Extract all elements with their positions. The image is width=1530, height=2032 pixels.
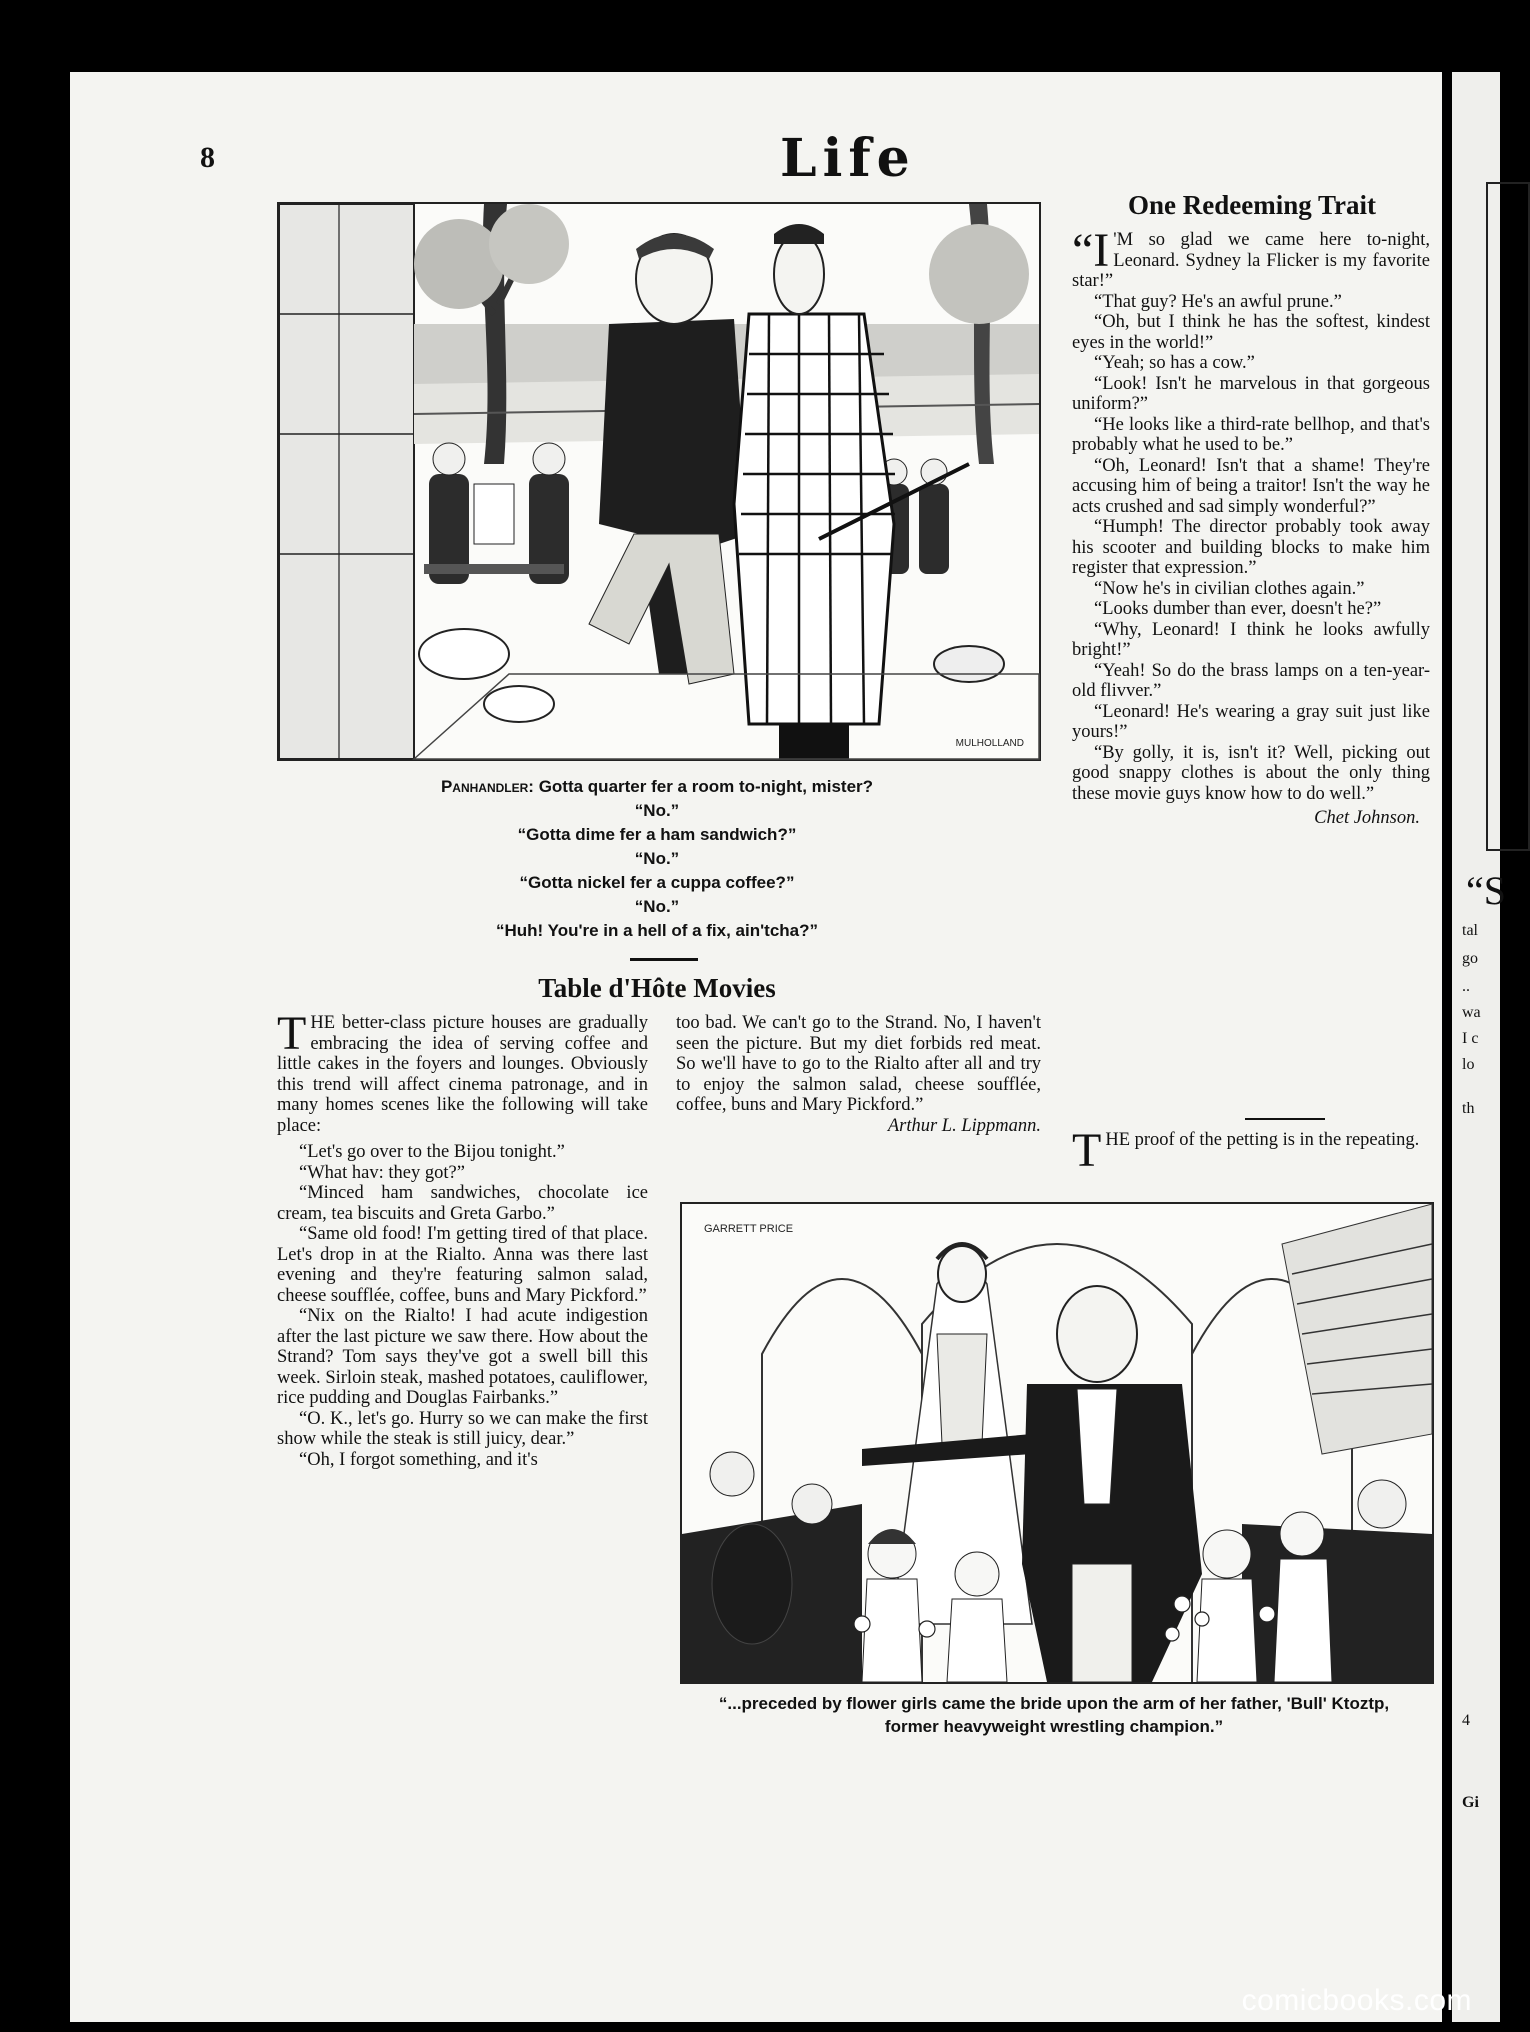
article-paragraph: THE better-class picture houses are gradually embracing the idea of serving coffee and little cakes in the foyers and lounges. Obviously this trend will affect cinema patronage, and in many homes scenes like the following will take place: <box>277 1007 648 1136</box>
article-author: Chet Johnson. <box>1314 808 1420 828</box>
article-paragraph: “Yeah! So do the brass lamps on a ten-year-old flivver.” <box>1072 660 1430 701</box>
article-paragraph: “Yeah; so has a cow.” <box>1094 353 1255 373</box>
caption-line: “No.” <box>634 897 680 916</box>
article-paragraph: “That guy? He's an awful prune.” <box>1094 291 1342 312</box>
adjacent-page-fragment: go <box>1462 950 1478 967</box>
adjacent-page-fragment: th <box>1462 1100 1475 1117</box>
article-paragraph: “I 'M so glad we came here to-night, Leonard. Sydney la Flicker is my favorite star!” <box>1072 224 1430 291</box>
adjacent-page-fragment: wa <box>1462 1004 1481 1021</box>
paragraph-text: 'M so glad we came here to-night, Leonard. Sydney la Flicker is my favorite star!” <box>1072 230 1430 291</box>
cartoon1-caption <box>277 775 1037 943</box>
filler-paragraph <box>1072 1124 1430 1177</box>
article-paragraph: “Nix on the Rialto! I had acute indigestion after the last picture we saw there. How about the Strand? Tom says they've got a swell bill this week. Sirloin steak, mashed potatoes, cauliflower, rice pudding and Douglas Fairbanks.” <box>277 1306 648 1408</box>
article-paragraph: “Look! Isn't he marvelous in that gorgeous uniform?” <box>1072 373 1430 414</box>
article-paragraph: THE proof of the petting is in the repeating. <box>1072 1124 1420 1177</box>
adjacent-page-fragment: 4 <box>1462 1712 1470 1729</box>
article-paragraph: “O. K., let's go. Hurry so we can make the first show while the steak is still juicy, dear.” <box>277 1408 648 1449</box>
article-paragraph: “Oh, Leonard! Isn't that a shame! They're accusing him of being a traitor! Isn't the way he acts crushed and sad simply wonderful?” <box>1072 455 1430 517</box>
adjacent-page-fragment: tal <box>1462 922 1478 939</box>
article-author: Arthur L. Lippmann. <box>887 1115 1041 1136</box>
article-paragraph: “Humph! The director probably took away his scooter and building blocks to make him register that expression.” <box>1072 517 1430 578</box>
article-paragraph: “Oh, I forgot something, and it's <box>299 1449 538 1470</box>
cartoon-panhandler <box>277 202 1041 761</box>
adjacent-page-fragment: .. <box>1462 978 1470 995</box>
article-paragraph: “Let's go over to the Bijou tonight.” <box>299 1142 565 1162</box>
article-paragraph: “What hav: they got?” <box>299 1162 465 1183</box>
adjacent-page-box <box>1486 182 1530 851</box>
article-paragraph: “Minced ham sandwiches, chocolate ice cream, tea biscuits and Greta Garbo.” <box>277 1183 648 1224</box>
caption-line: “Gotta nickel fer a cuppa coffee?” <box>519 873 795 892</box>
adjacent-page-fragment: lo <box>1462 1056 1475 1073</box>
article-paragraph: “Why, Leonard! I think he looks awfully bright!” <box>1072 619 1430 660</box>
adjacent-page-fragment: Gi <box>1462 1794 1479 1811</box>
adjacent-page-fragment: I c <box>1462 1030 1479 1047</box>
masthead-logo: Life <box>780 128 916 189</box>
adjacent-page-edge <box>1452 72 1506 2022</box>
caption-line: “...preceded by flower girls came the bride upon the arm of her father, 'Bull' Ktoztp, <box>718 1694 1390 1713</box>
cartoon2-caption <box>678 1692 1430 1738</box>
caption-line <box>277 775 1037 799</box>
caption-speaker: Panhandler: <box>440 777 534 796</box>
article-trait-column <box>1072 224 1430 829</box>
article-paragraph: “Oh, but I think he has the softest, kindest eyes in the world!” <box>1072 312 1430 353</box>
article-paragraph: “Looks dumber than ever, doesn't he?” <box>1094 599 1382 619</box>
cartoon1-signature: MULHOLLAND <box>955 738 1024 749</box>
caption-text: Gotta quarter fer a room to-night, mister? <box>538 777 874 796</box>
headline-redeeming-trait: One Redeeming Trait <box>1128 190 1376 220</box>
article-paragraph: “He looks like a third-rate bellhop, and that's probably what he used to be.” <box>1072 414 1430 455</box>
page-number: 8 <box>200 141 215 174</box>
article-paragraph: too bad. We can't go to the Strand. No, I haven't seen the picture. But my diet forbids red meat. So we'll have to go to the Rialto after all and try to enjoy the salmon salad, cheese soufflée, coffee, buns and Mary Pickford.” <box>676 1013 1041 1115</box>
article-column-1 <box>277 1007 648 1470</box>
article-paragraph: “By golly, it is, isn't it? Well, picking out good snappy clothes is about the only thing these movie guys know how to do well.” <box>1072 742 1430 804</box>
paragraph-text: HE better-class picture houses are gradually embracing the idea of serving coffee and little cakes in the foyers and lounges. Obviously this trend will affect cinema patronage, and in many homes scenes like the following will take place: <box>277 1013 648 1136</box>
caption-line: “Gotta dime fer a ham sandwich?” <box>517 825 797 844</box>
article-paragraph: “Now he's in civilian clothes again.” <box>1094 578 1365 599</box>
section-divider <box>1245 1118 1325 1120</box>
cartoon-wedding <box>680 1202 1434 1684</box>
headline-table-dhote: Table d'Hôte Movies <box>538 973 776 1003</box>
article-column-2 <box>676 1013 1041 1136</box>
caption-line: “Huh! You're in a hell of a fix, ain'tcha?” <box>496 921 818 940</box>
cartoon2-signature: GARRETT PRICE <box>704 1223 794 1235</box>
watermark: comicbooks.com <box>1241 1984 1472 2017</box>
section-divider <box>630 958 698 961</box>
caption-line: “No.” <box>634 849 680 868</box>
adjacent-page-glyph: “S <box>1466 868 1506 913</box>
paragraph-text: HE proof of the petting is in the repeating. <box>1105 1130 1420 1150</box>
article-paragraph: “Leonard! He's wearing a gray suit just like yours!” <box>1072 701 1430 742</box>
caption-line: former heavyweight wrestling champion.” <box>884 1717 1224 1736</box>
caption-line: “No.” <box>634 801 680 820</box>
article-paragraph: “Same old food! I'm getting tired of that place. Let's drop in at the Rialto. Anna was there last evening and they're featuring salmon salad, cheese soufflée, coffee, buns and Mary Pickford.” <box>277 1224 648 1306</box>
